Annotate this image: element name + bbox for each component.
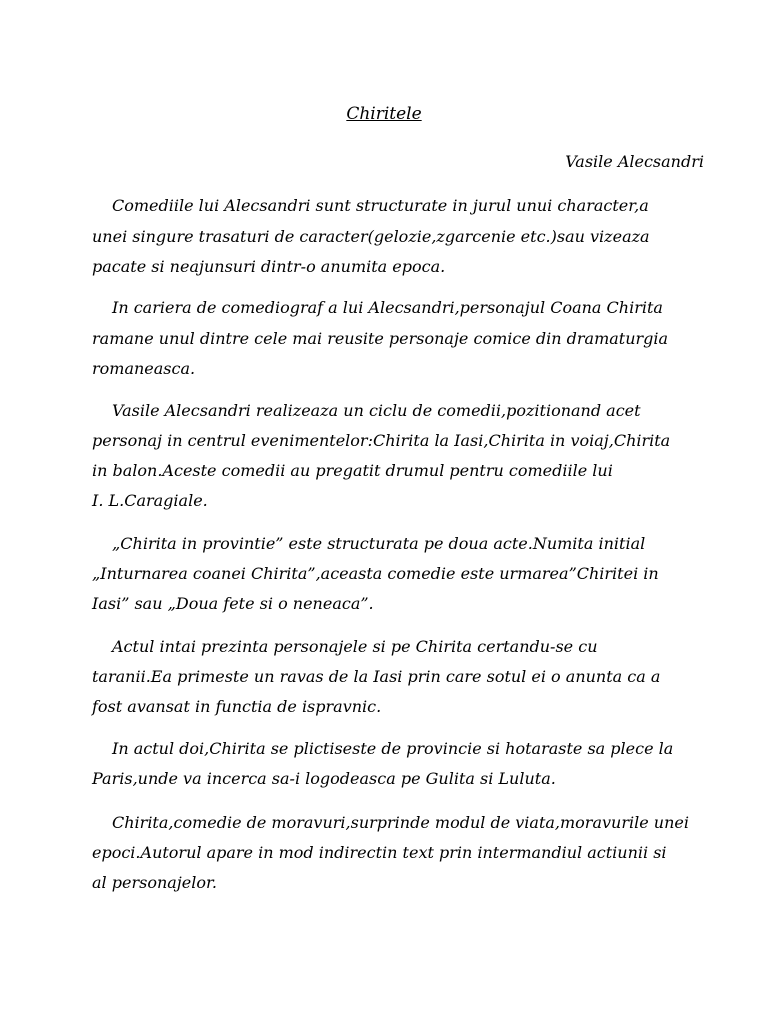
paragraph-2-line-1: In cariera de comediograf a lui Alecsandri,personajul Coana Chirita [112, 298, 663, 317]
paragraph-2-line-2: ramane unul dintre cele mai reusite personaje comice din dramaturgia [92, 329, 669, 348]
paragraph-1-line-1: Comediile lui Alecsandri sunt structurate in jurul unui character,a [112, 196, 649, 215]
paragraph-7-line-1: Chirita,comedie de moravuri,surprinde modul de viata,moravurile unei [112, 813, 689, 832]
paragraph-6-line-1: In actul doi,Chirita se plictiseste de provincie si hotaraste sa plece la [112, 739, 674, 758]
paragraph-7-line-3: al personajelor. [92, 873, 217, 892]
paragraph-3-line-2: personaj in centrul evenimentelor:Chirita la Iasi,Chirita in voiaj,Chirita [92, 431, 671, 450]
paragraph-6-line-2: Paris,unde va incerca sa-i logodeasca pe Gulita si Luluta. [92, 769, 556, 788]
paragraph-1-line-2: unei singure trasaturi de caracter(gelozie,zgarcenie etc.)sau vizeaza [92, 227, 650, 246]
paragraph-4-line-3: Iasi” sau „Doua fete si o neneaca”. [92, 594, 374, 613]
paragraph-2-line-3: romaneasca. [92, 359, 196, 378]
paragraph-1-line-3: pacate si neajunsuri dintr-o anumita epoca. [92, 257, 446, 276]
document-title: Chiritele [346, 104, 422, 124]
paragraph-4-line-2: „Inturnarea coanei Chirita”,aceasta comedie este urmarea”Chiritei in [92, 564, 659, 583]
paragraph-5-line-1: Actul intai prezinta personajele si pe Chirita certandu-se cu [112, 637, 598, 656]
document-author: Vasile Alecsandri [565, 152, 704, 171]
paragraph-3-line-1: Vasile Alecsandri realizeaza un ciclu de comedii,pozitionand acet [112, 401, 641, 420]
paragraph-3-line-3: in balon.Aceste comedii au pregatit drumul pentru comediile lui [92, 461, 613, 480]
paragraph-7-line-2: epoci.Autorul apare in mod indirectin text prin intermandiul actiunii si [92, 843, 667, 862]
paragraph-5-line-2: taranii.Ea primeste un ravas de la Iasi prin care sotul ei o anunta ca a [92, 667, 661, 686]
paragraph-5-line-3: fost avansat in functia de ispravnic. [92, 697, 382, 716]
paragraph-3-line-4: I. L.Caragiale. [92, 491, 208, 510]
paragraph-4-line-1: „Chirita in provintie” este structurata pe doua acte.Numita initial [112, 534, 646, 553]
